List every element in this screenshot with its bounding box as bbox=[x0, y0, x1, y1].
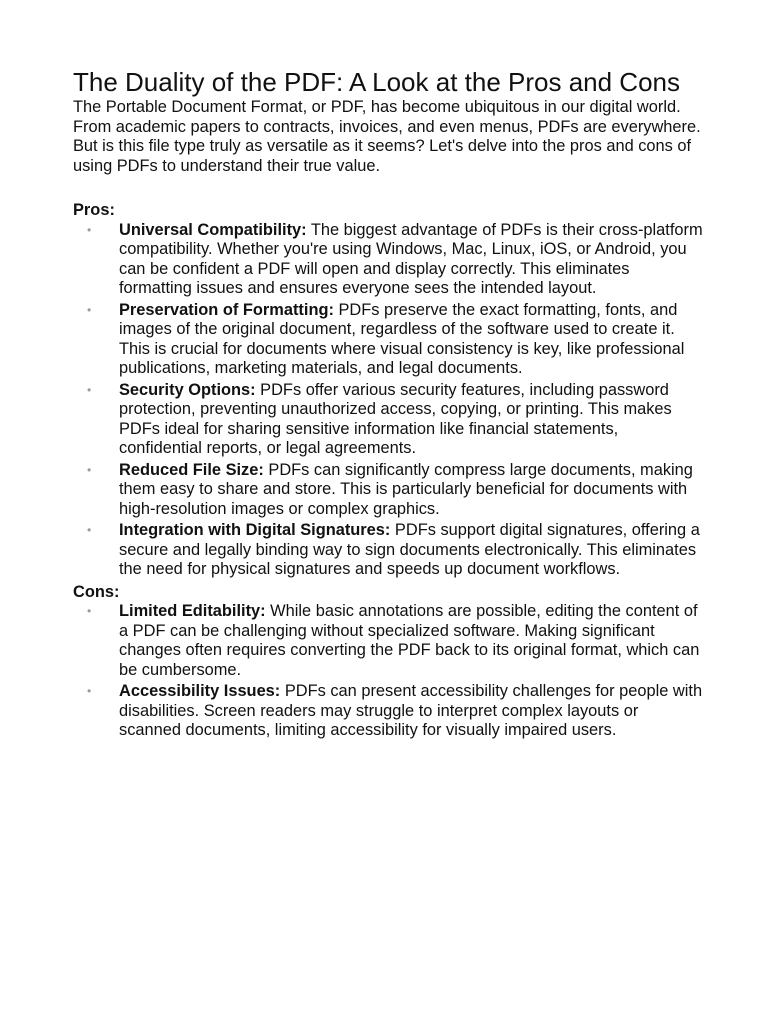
document-page bbox=[73, 66, 703, 743]
pro-description: PDFs support digital signatures, offering a secure and legally binding way to sign documents electronically. This eliminates the need for physical signatures and speeds up document workflows. bbox=[119, 521, 700, 578]
con-term: Limited Editability: bbox=[119, 602, 266, 620]
con-description: While basic annotations are possible, editing the content of a PDF can be challenging without specialized software. Making significant changes often requires converting the PDF back to its original format, which can be cumbersome. bbox=[119, 602, 700, 679]
bullet-icon: • bbox=[87, 382, 92, 397]
bullet-icon: • bbox=[87, 684, 92, 698]
pro-term: Integration with Digital Signatures: bbox=[119, 521, 391, 539]
page-title: The Duality of the PDF: A Look at the Pros and Cons bbox=[73, 67, 681, 97]
list-item bbox=[73, 682, 703, 741]
pro-description: The biggest advantage of PDFs is their cross-platform compatibility. Whether you're using Windows, Mac, Linux, iOS, or Android, you can be confident a PDF will open and display correctly. This eliminates formatting issues and ensures everyone sees the intended layout. bbox=[119, 220, 703, 297]
list-item bbox=[73, 301, 703, 379]
bullet-icon: • bbox=[87, 302, 92, 317]
pro-term: Universal Compatibility: bbox=[119, 220, 307, 239]
list-item bbox=[73, 461, 703, 520]
list-item bbox=[73, 221, 703, 299]
pro-description: PDFs can significantly compress large documents, making them easy to share and store. This is particularly beneficial for documents with high-resolution images or complex graphics. bbox=[119, 460, 693, 518]
pro-term: Security Options: bbox=[119, 380, 256, 399]
intro-paragraph: The Portable Document Format, or PDF, has become ubiquitous in our digital world. From academic papers to contracts, invoices, and even menus, PDFs are everywhere. But is this file type truly as versatile as it seems? Let's delve into the pros and cons of using PDFs to understand their true value. bbox=[73, 98, 701, 175]
pro-description: PDFs preserve the exact formatting, fonts, and images of the original document, regardless of the software used to create it. This is crucial for documents where visual consistency is key, like professional publications, marketing materials, and legal documents. bbox=[119, 300, 685, 377]
cons-heading: Cons: bbox=[73, 582, 120, 601]
pro-term: Reduced File Size: bbox=[119, 460, 264, 479]
list-item bbox=[73, 521, 703, 580]
list-item bbox=[73, 602, 703, 680]
con-description: PDFs can present accessibility challenges for people with disabilities. Screen readers may struggle to interpret complex layouts or scanned documents, limiting accessibility for visually impaired users. bbox=[119, 682, 703, 739]
pros-heading: Pros: bbox=[73, 201, 115, 219]
cons-list bbox=[73, 602, 703, 741]
pro-description: PDFs offer various security features, including password protection, preventing unauthorized access, copying, or printing. This makes PDFs ideal for sharing sensitive information like financial statements, confidential reports, or legal agreements. bbox=[119, 380, 672, 457]
pro-term: Preservation of Formatting: bbox=[119, 300, 334, 319]
bullet-icon: • bbox=[87, 462, 92, 477]
pros-list bbox=[73, 221, 703, 580]
bullet-icon: • bbox=[87, 523, 92, 537]
bullet-icon: • bbox=[87, 222, 92, 237]
con-term: Accessibility Issues: bbox=[119, 682, 281, 700]
bullet-icon: • bbox=[87, 604, 92, 618]
list-item bbox=[73, 381, 703, 459]
